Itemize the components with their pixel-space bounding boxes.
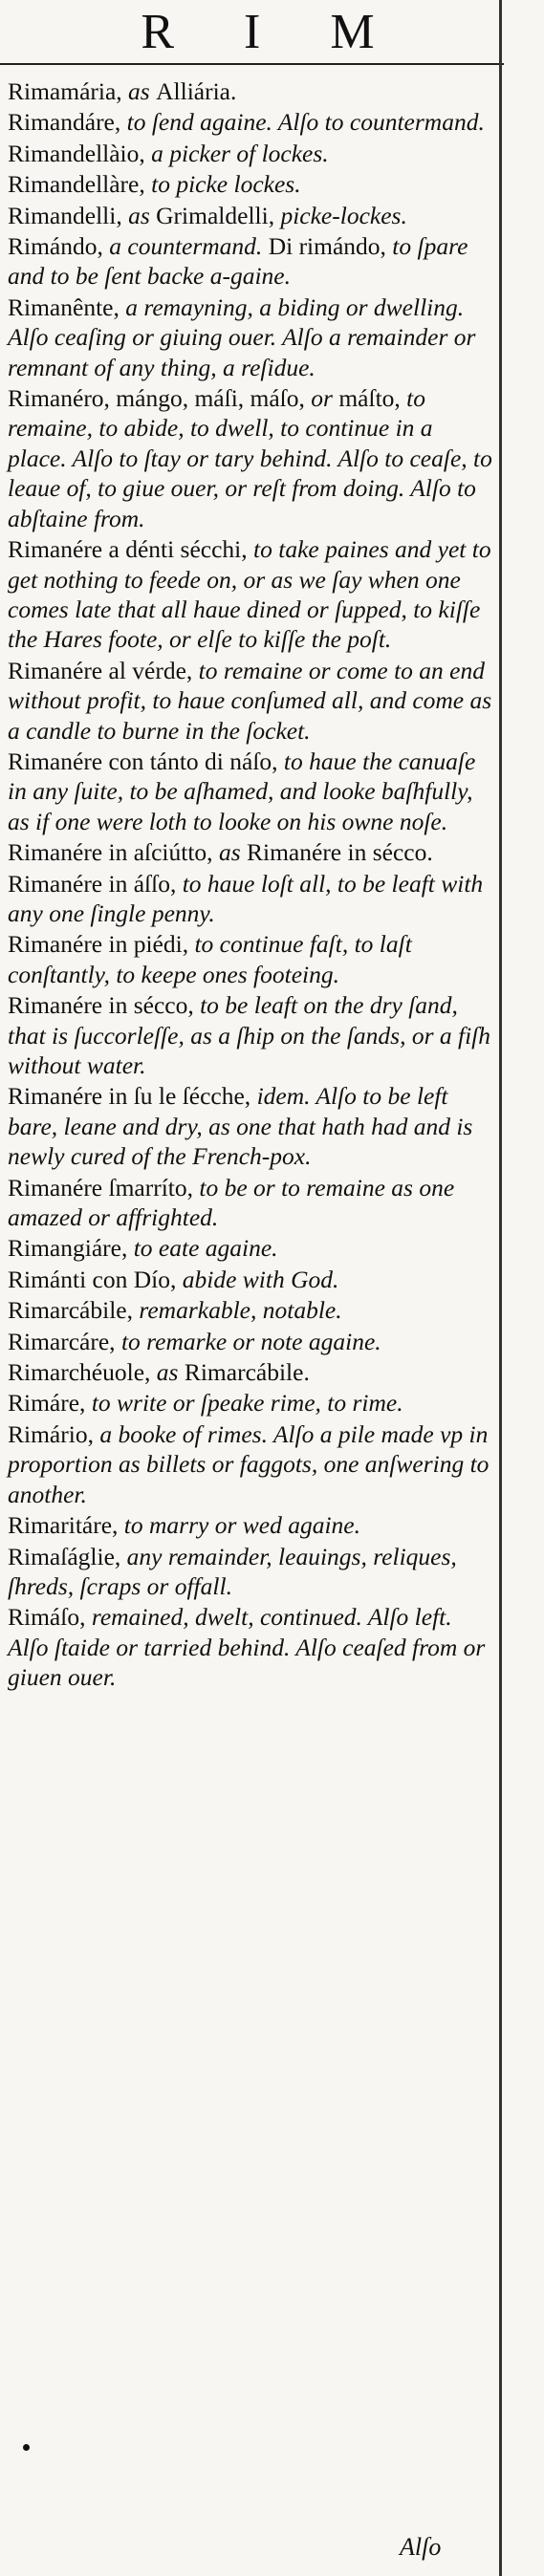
cross-reference: Grimaldelli, <box>156 201 281 229</box>
page-header: R I M <box>141 5 403 59</box>
headword: Rimanênte, <box>8 292 126 321</box>
headword: Rimanére in ſu le ſécche, <box>8 1082 257 1111</box>
headword: Rimaſáglie, <box>8 1542 127 1570</box>
catchword: Alſo <box>400 2533 442 2561</box>
definition: or <box>311 384 339 413</box>
dictionary-entry <box>8 107 495 137</box>
header-rule <box>0 63 504 65</box>
dictionary-entry <box>8 169 495 199</box>
dictionary-entry <box>8 1388 495 1418</box>
definition-continued: to ſpare and to be ſent backe a-gaine. <box>8 232 468 291</box>
dictionary-entry <box>8 76 495 106</box>
definition-continued: picke-lockes. <box>280 201 407 229</box>
dictionary-entry <box>8 534 495 655</box>
headword: Rimanére ſmarríto, <box>8 1173 200 1201</box>
headword: Rimanéro, mángo, máſi, máſo, <box>8 384 312 413</box>
dictionary-entry <box>8 201 495 230</box>
dictionary-entry <box>8 837 495 867</box>
headword: Rimandellàre, <box>8 170 152 199</box>
cross-reference: Rimarcábile. <box>184 1358 310 1387</box>
dictionary-entry <box>8 656 495 746</box>
headword: Rimandáre, <box>8 108 127 137</box>
definition: to eate againe. <box>133 1234 278 1263</box>
definition: as <box>128 77 157 105</box>
dictionary-entry <box>8 383 495 533</box>
definition: idem. Alſo to be left bare, leane and dry, as one that hath had and is newly cured of the French-pox. <box>8 1082 473 1171</box>
cross-reference: Di rimándo, <box>268 232 393 261</box>
definition-continued: to remaine, to abide, to dwell, to continue in a place. Alſo to ſtay or tary behind. Alſo to ceaſe, to leaue of, to giue ouer, or reſt from doing. Alſo to abſtaine from. <box>8 384 492 532</box>
headword: Rimandellàio, <box>8 139 152 167</box>
cross-reference: máſto, <box>338 384 407 413</box>
headword: Rimanére in aſciútto, <box>8 838 219 867</box>
dictionary-entry <box>8 1602 495 1692</box>
dictionary-entry <box>8 869 495 929</box>
definition: to continue faſt, to laſt conſtantly, to keepe ones footeing. <box>8 930 412 988</box>
headword: Rimanére con tánto di náſo, <box>8 747 284 775</box>
dictionary-entry <box>8 1081 495 1171</box>
definition: abide with God. <box>182 1265 339 1293</box>
headword: Rimanére in áſſo, <box>8 869 183 898</box>
cross-reference: Alliária. <box>156 77 237 105</box>
definition: to remaine or come to an end without profit, to haue conſumed all, and come as a candle to burne in the ſocket. <box>8 656 492 745</box>
definition: any remainder, leauings, reliques, ſhreds, ſcraps or offall. <box>8 1542 457 1600</box>
headword: Rimanére in piédi, <box>8 930 195 959</box>
definition: to haue the canuaſe in any ſuite, to be aſhamed, and looke baſhfully, as if one were loth to looke on his owne noſe. <box>8 747 476 835</box>
definition: as <box>218 838 247 867</box>
definition: to marry or wed againe. <box>123 1511 360 1540</box>
headword: Rimangiáre, <box>8 1234 134 1263</box>
headword: Rimánti con Dío, <box>8 1265 183 1293</box>
dictionary-entry <box>8 1233 495 1263</box>
definition: to write or ſpeake rime, to rime. <box>91 1389 403 1418</box>
headword: Rimáſo, <box>8 1603 92 1632</box>
dictionary-entry <box>8 1173 495 1233</box>
dictionary-entry <box>8 747 495 836</box>
definition: to be leaft on the dry ſand, that is ſuccorleſſe, as a ſhip on the ſands, or a fiſh without water. <box>8 991 491 1079</box>
column-rule <box>499 0 502 2576</box>
headword: Rimário, <box>8 1419 100 1448</box>
definition: to remarke or note againe. <box>120 1327 381 1355</box>
headword: Rimarchéuole, <box>8 1358 157 1387</box>
dictionary-entry <box>8 139 495 168</box>
entry-list <box>8 76 495 1694</box>
headword: Rimándo, <box>8 232 110 261</box>
definition: a remayning, a biding or dwelling. Alſo ceaſing or giuing ouer. Alſo a remainder or remnant of any thing, a reſidue. <box>8 292 476 381</box>
headword: Rimáre, <box>8 1389 92 1418</box>
headword: Rimanére in sécco, <box>8 991 201 1020</box>
dictionary-entry <box>8 990 495 1080</box>
headword: Rimarcábile, <box>8 1296 140 1325</box>
headword: Rimaritáre, <box>8 1511 124 1540</box>
definition: as <box>156 1358 185 1387</box>
ink-mark <box>23 2444 30 2451</box>
definition: as <box>128 201 157 229</box>
definition: to haue loſt all, to be leaft with any one ſingle penny. <box>8 869 484 927</box>
dictionary-entry <box>8 1265 495 1294</box>
headword: Rimanére al vérde, <box>8 656 199 684</box>
definition: remained, dwelt, continued. Alſo left. Alſo ſtaide or tarried behind. Alſo ceaſed from or giuen ouer. <box>8 1603 486 1692</box>
dictionary-entry <box>8 1419 495 1509</box>
dictionary-entry <box>8 1327 495 1356</box>
definition: to be or to remaine as one amazed or affrighted. <box>8 1173 455 1232</box>
headword: Rimandelli, <box>8 201 129 229</box>
headword: Rimamária, <box>8 77 129 105</box>
definition: remarkable, notable. <box>139 1296 342 1325</box>
cross-reference: Rimanére in sécco. <box>247 838 433 867</box>
definition: to take paines and yet to get nothing to feede on, or as we ſay when one comes late that all haue dined or ſupped, to kiſſe the Hares foote, or elſe to kiſſe the poſt. <box>8 535 491 654</box>
definition: a booke of rimes. Alſo a pile made vp in proportion as billets or faggots, one anſwering to another. <box>8 1419 490 1508</box>
dictionary-entry <box>8 231 495 292</box>
dictionary-entry <box>8 1542 495 1602</box>
definition: a countermand. <box>109 232 269 261</box>
dictionary-entry <box>8 1295 495 1325</box>
headword: Rimanére a dénti sécchi, <box>8 535 254 564</box>
definition: to ſend againe. Alſo to countermand. <box>126 108 485 137</box>
headword: Rimarcáre, <box>8 1327 121 1355</box>
definition: a picker of lockes. <box>151 139 329 167</box>
definition: to picke lockes. <box>151 170 301 199</box>
dictionary-entry <box>8 1510 495 1540</box>
dictionary-entry <box>8 1357 495 1387</box>
dictionary-entry <box>8 292 495 382</box>
dictionary-entry <box>8 929 495 989</box>
